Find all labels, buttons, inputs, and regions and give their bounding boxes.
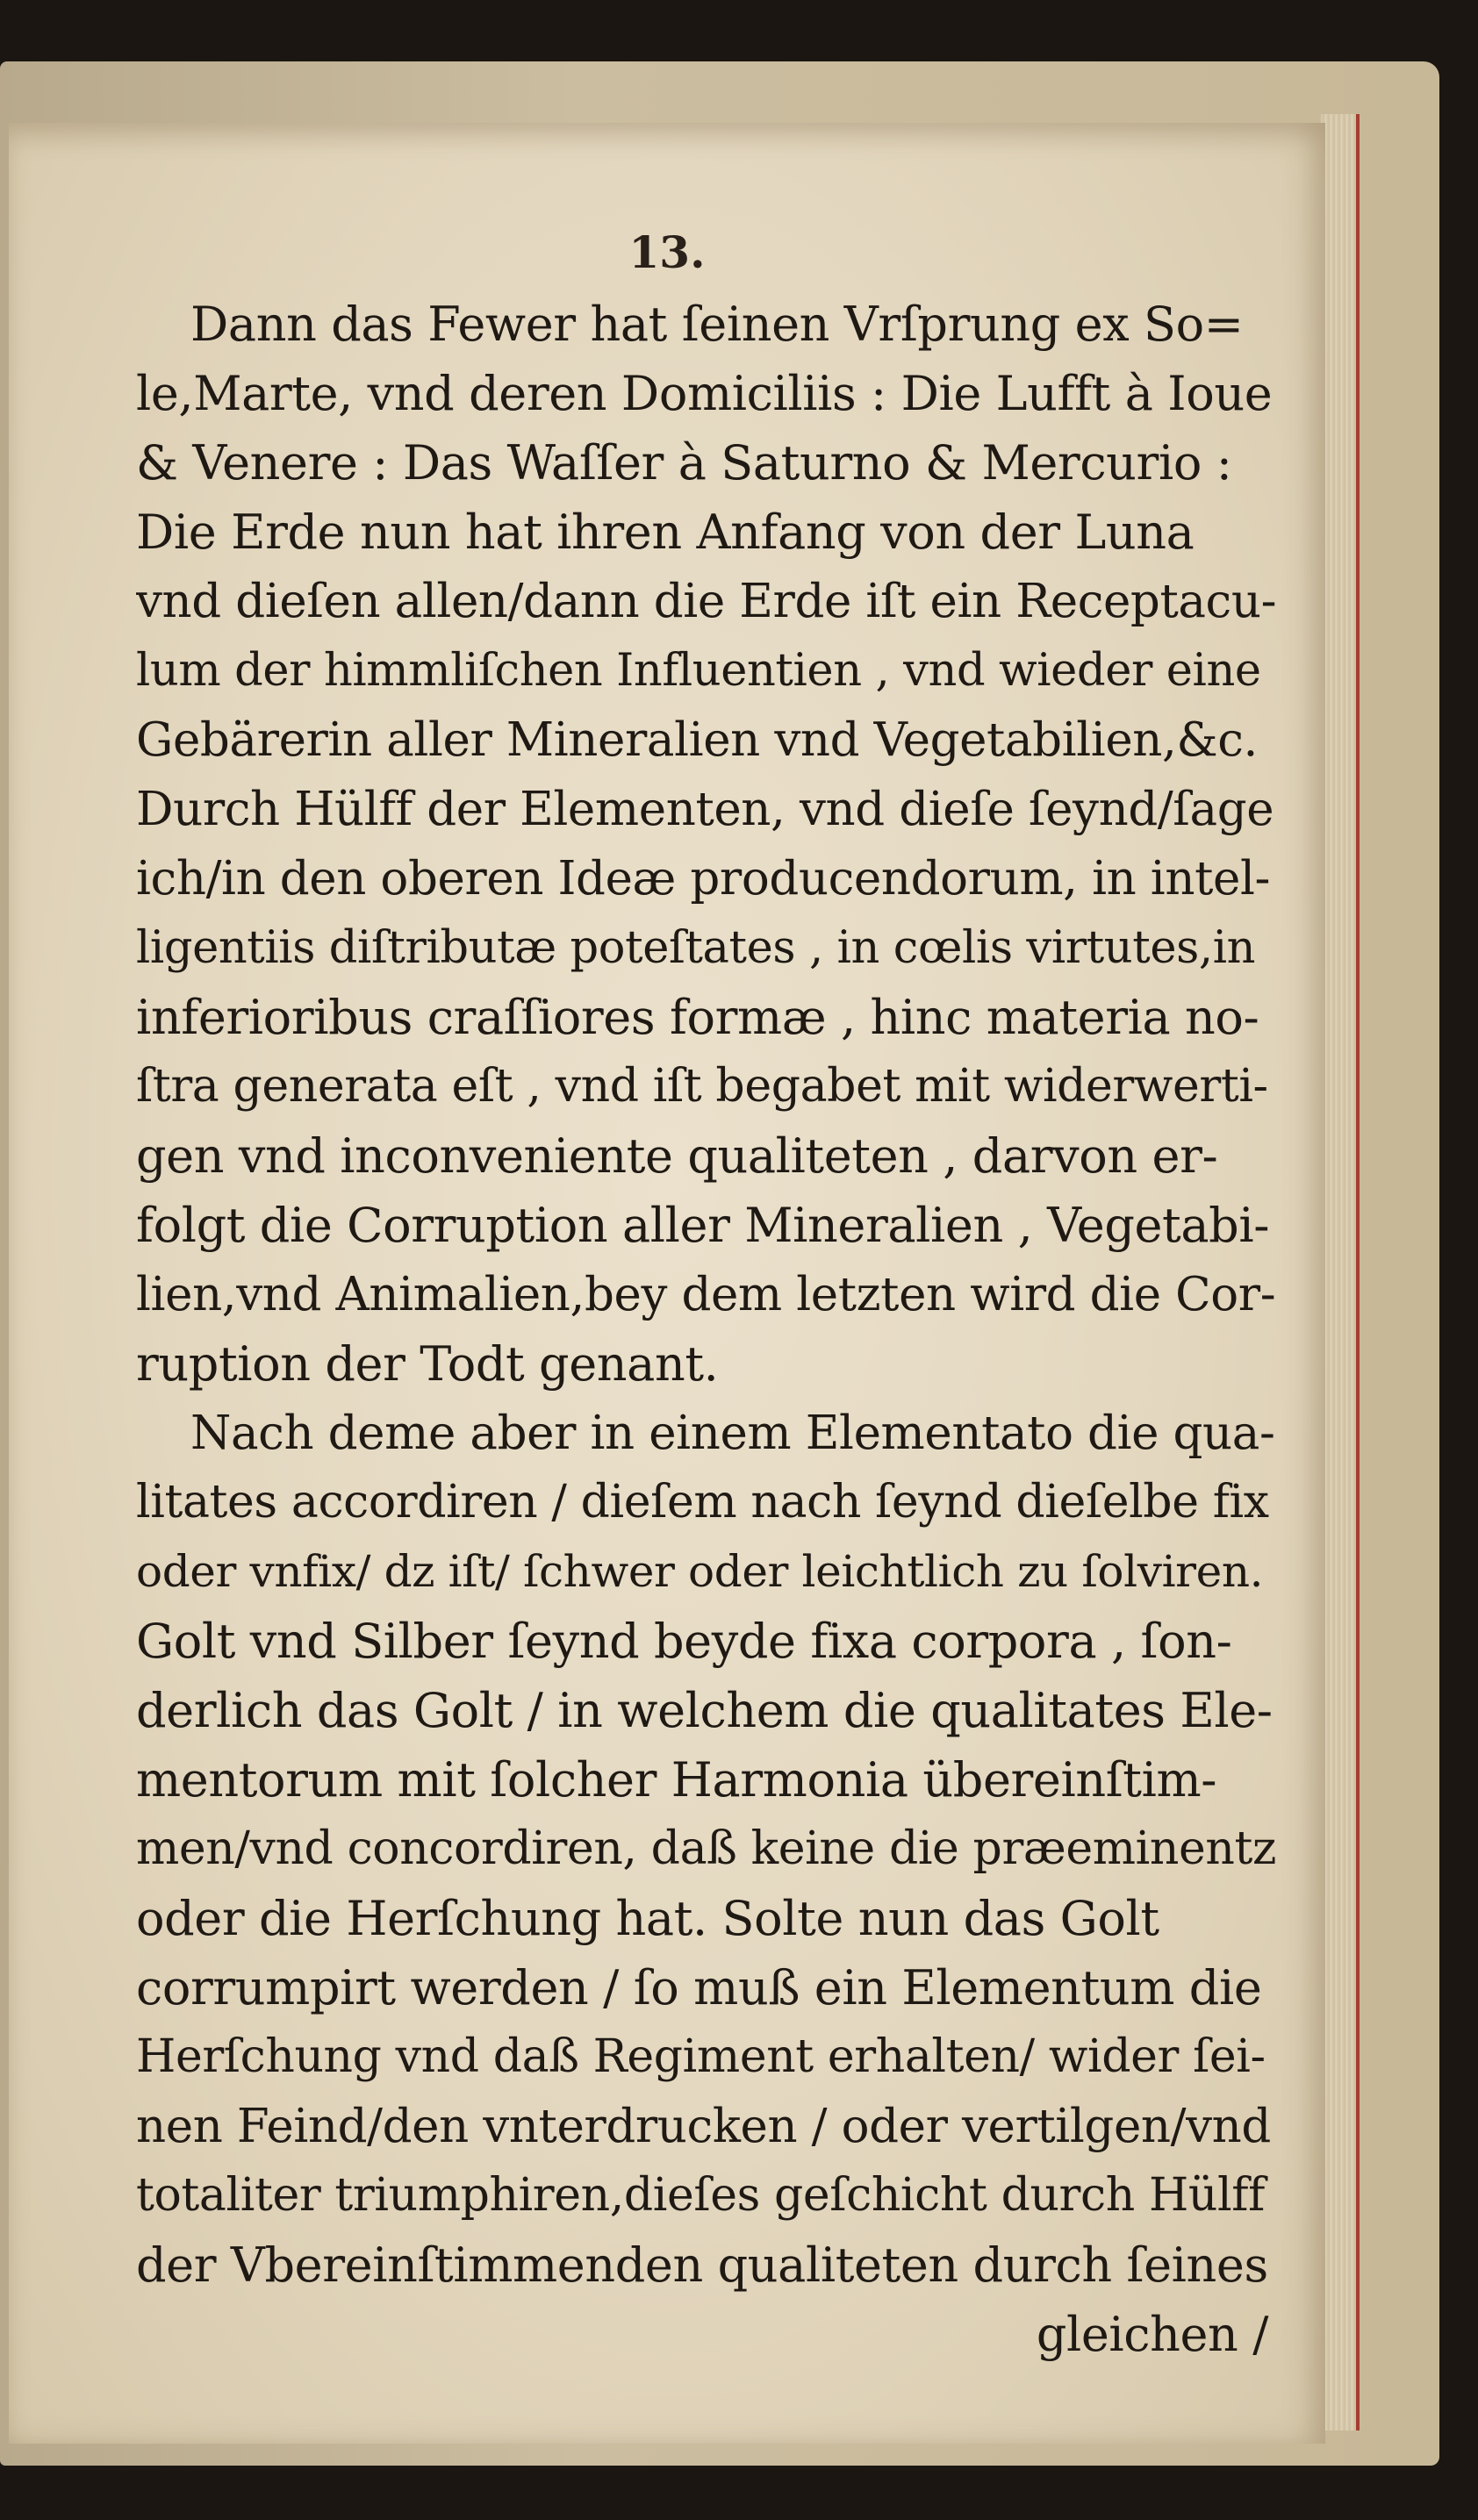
text-line: Dann das Fewer hat ſeinen Vrſprung ex So= [190, 297, 1244, 352]
text-line: folgt die Corruption aller Mineralien , Vegetabi- [136, 1198, 1270, 1253]
text-line: Nach deme aber in einem Elementato die qua- [190, 1407, 1275, 1460]
book-page [9, 123, 1325, 2444]
text-line: oder vnfix/ dz iſt/ ſchwer oder leichtlich zu ſolviren. [136, 1546, 1264, 1597]
text-line: derlich das Golt / in welchem die qualitates Ele- [136, 1683, 1273, 1738]
text-line: gen vnd inconveniente qualiteten , darvon er- [136, 1128, 1218, 1184]
text-line: lien,vnd Animalien,bey dem letzten wird die Cor- [136, 1268, 1276, 1321]
page-number: 13. [628, 226, 706, 278]
text-line: ligentiis diſtributæ poteſtates , in cœlis virtutes,in [136, 922, 1256, 974]
page-text [136, 290, 1277, 2369]
text-line: ich/in den oberen Ideæ producendorum, in intel- [136, 852, 1271, 906]
text-line: nen Feind/den vnterdrucken / oder vertilgen/vnd [136, 2100, 1271, 2153]
text-line: Die Erde nun hat ihren Anfang von der Luna [136, 505, 1195, 560]
page-stack-edge [1321, 114, 1360, 2431]
text-line: gleichen / [1036, 2307, 1268, 2362]
text-line: Golt vnd Silber ſeynd beyde fixa corpora , ſon- [136, 1614, 1232, 1669]
text-line: der Vbereinſtimmenden qualiteten durch ſeines [136, 2237, 1268, 2293]
text-line: inferioribus craſſiores formæ , hinc materia no- [136, 990, 1259, 1045]
text-line: totaliter triumphiren,dieſes geſchicht durch Hülff [136, 2169, 1265, 2222]
text-line: corrumpirt werden / ſo muß ein Elementum die [136, 1960, 1262, 2015]
text-line: men/vnd concordiren, daß keine die præeminentz [136, 1822, 1276, 1875]
text-line: & Venere : Das Waſſer à Saturno & Mercurio : [136, 435, 1232, 490]
text-line: le,Marte, vnd deren Domiciliis : Die Lufft à Ioue [136, 366, 1273, 421]
text-line: Gebärerin aller Mineralien vnd Vegetabilien,&c. [136, 713, 1258, 767]
text-line: mentorum mit ſolcher Harmonia übereinſtim- [136, 1752, 1217, 1808]
text-line: vnd dieſen allen/dann die Erde iſt ein Receptacu- [136, 575, 1277, 628]
text-line: ſtra generata eſt , vnd iſt begabet mit widerwerti- [136, 1060, 1268, 1113]
text-line: Herſchung vnd daß Regiment erhalten/ wider ſei- [136, 2030, 1266, 2083]
text-line: Durch Hülff der Elementen, vnd dieſe ſeynd/ſage [136, 783, 1274, 836]
text-line: lum der himmliſchen Influentien , vnd wieder eine [136, 645, 1261, 697]
text-line: ruption der Todt genant. [136, 1336, 719, 1392]
text-line: oder die Herſchung hat. Solte nun das Golt [136, 1891, 1159, 1946]
text-line: litates accordiren / dieſem nach ſeynd dieſelbe fix [136, 1476, 1269, 1528]
